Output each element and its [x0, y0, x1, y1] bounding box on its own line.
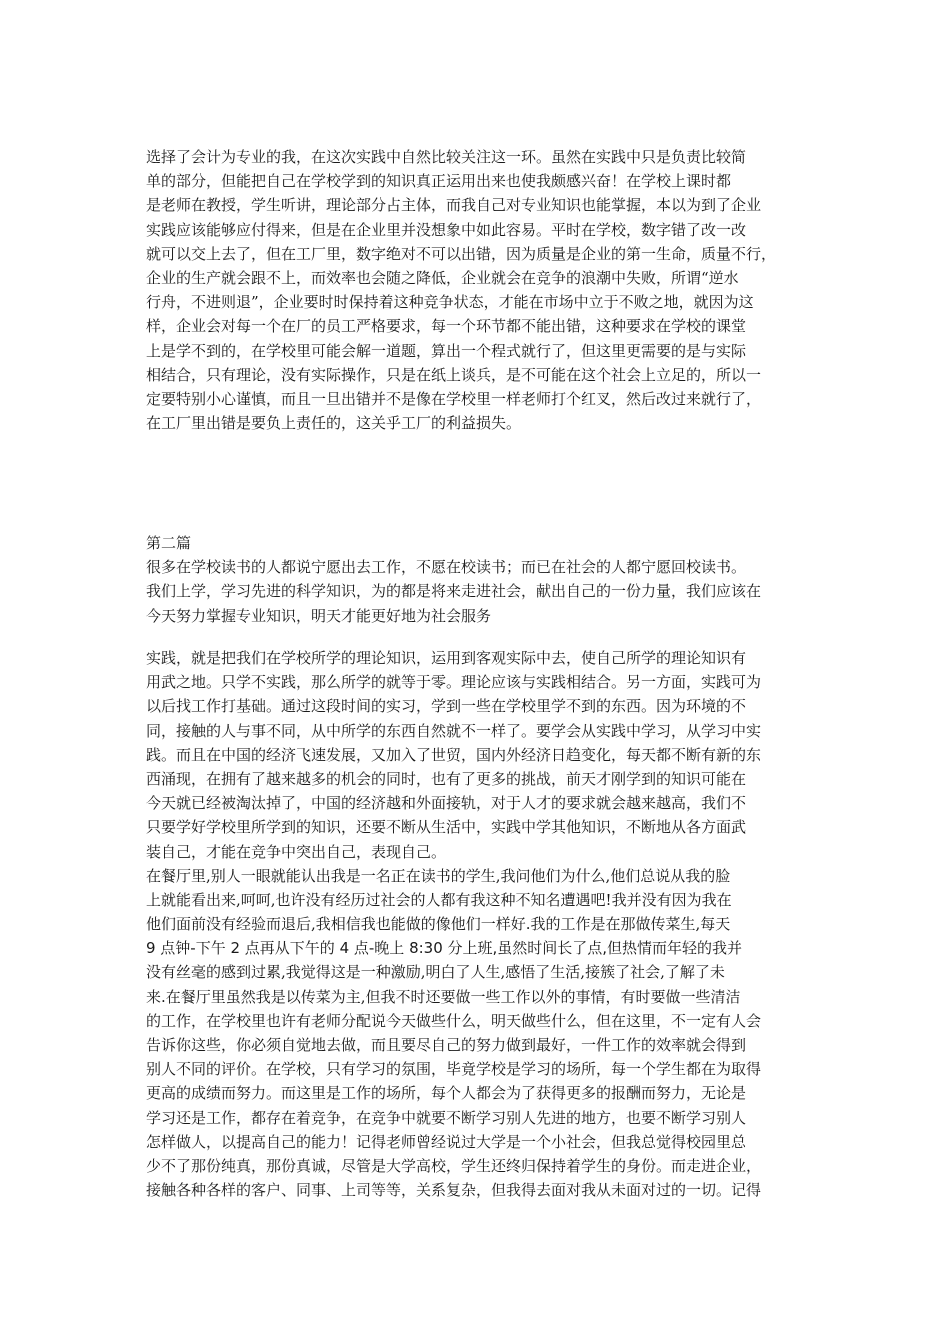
text-line: 没有丝毫的感到过累,我觉得这是一种激励,明白了人生,感悟了生活,接簇了社会,了解了未 — [146, 963, 725, 982]
text-line: 更高的成绩而努力。而这里是工作的场所，每个人都会为了获得更多的报酬而努力，无论是 — [146, 1084, 747, 1103]
text-line: 样，企业会对每一个在厂的员工严格要求，每一个环节都不能出错，这种要求在学校的课堂 — [146, 317, 747, 336]
text-line: 只要学好学校里所学到的知识，还要不断从生活中，实践中学其他知识，不断地从各方面武 — [146, 818, 747, 837]
text-line: 用武之地。只学不实践，那么所学的就等于零。理论应该与实践相结合。另一方面，实践可为 — [146, 673, 762, 692]
text-line: 别人不同的评价。在学校，只有学习的氛围，毕竟学校是学习的场所，每一个学生都在为取得 — [146, 1060, 762, 1079]
text-line: 上是学不到的，在学校里可能会解一道题，算出一个程式就行了，但这里更需要的是与实际 — [146, 341, 747, 360]
section-1-paragraph — [146, 145, 818, 435]
text-line: 怎样做人，以提高自己的能力！记得老师曾经说过大学是一个小社会，但我总觉得校园里总 — [146, 1132, 747, 1151]
text-line: 装自己，才能在竞争中突出自己，表现自己。 — [146, 842, 447, 861]
text-line: 实践，就是把我们在学校所学的理论知识，运用到客观实际中去，使自己所学的理论知识有 — [146, 649, 747, 667]
text-line: 学习还是工作，都存在着竞争，在竞争中就要不断学习别人先进的地方，也要不断学习别人 — [146, 1108, 747, 1127]
text-line: 企业的生产就会跟不上，而效率也会随之降低，企业就会在竞争的浪潮中失败，所谓“逆水 — [146, 268, 739, 287]
section-2-intro — [146, 531, 818, 628]
text-line: 行舟，不进则退”，企业要时时保持着这种竞争状态，才能在市场中立于不败之地，就因为这 — [146, 293, 754, 312]
text-line: 单的部分，但能把自己在学校学到的知识真正运用出来也使我颇感兴奋！在学校上课时都 — [146, 172, 732, 191]
text-line: 在工厂里出错是要负上责任的，这关乎工厂的利益损失。 — [146, 414, 522, 433]
text-line: 很多在学校读书的人都说宁愿出去工作，不愿在校读书；而已在社会的人都宁愿回校读书。 — [146, 558, 747, 577]
text-line: 是老师在教授，学生听讲，理论部分占主体，而我自己对专业知识也能掌握，本以为到了企业 — [146, 196, 762, 215]
text-line: 西涌现，在拥有了越来越多的机会的同时，也有了更多的挑战，前天才刚学到的知识可能在 — [146, 769, 747, 788]
text-line: 以后找工作打基础。通过这段时间的实习，学到一些在学校里学不到的东西。因为环境的不 — [146, 697, 747, 716]
text-line: 在餐厅里,别人一眼就能认出我是一名正在读书的学生,我问他们为什么,他们总说从我的脸 — [146, 866, 731, 885]
text-line: 9 点钟-下午 2 点再从下午的 4 点-晚上 8:30 分上班,虽然时间长了点,但热情而年轻的我并 — [146, 939, 743, 958]
text-line: 实践应该能够应付得来，但是在企业里并没想象中如此容易。平时在学校，数字错了改一改 — [146, 220, 747, 239]
text-line: 定要特别小心谨慎，而且一旦出错并不是像在学校里一样老师打个红叉，然后改过来就行了， — [146, 389, 762, 408]
text-line: 相结合，只有理论，没有实际操作，只是在纸上谈兵，是不可能在这个社会上立足的，所以一 — [146, 365, 762, 384]
text-line: 我们上学，学习先进的科学知识，为的都是将来走进社会，献出自己的一份力量，我们应该在 — [146, 582, 762, 601]
text-line: 的工作，在学校里也许有老师分配说今天做些什么，明天做些什么，但在这里，不一定有人会 — [146, 1011, 762, 1030]
section-2-body — [146, 646, 818, 1202]
text-line: 选择了会计为专业的我，在这次实践中自然比较关注这一环。虽然在实践中只是负责比较简 — [146, 148, 747, 166]
text-line: 践。而且在中国的经济飞速发展，又加入了世贸，国内外经济日趋变化，每天都不断有新的东 — [146, 745, 762, 764]
text-line: 少不了那份纯真，那份真诚，尽管是大学高校，学生还终归保持着学生的身份。而走进企业， — [146, 1156, 762, 1175]
text-line: 同，接触的人与事不同，从中所学的东西自然就不一样了。要学会从实践中学习，从学习中实 — [146, 721, 762, 740]
text-line: 他们面前没有经验而退后,我相信我也能做的像他们一样好.我的工作是在那做传菜生,每天 — [146, 915, 731, 934]
section-heading: 第二篇 — [146, 534, 192, 552]
text-line: 就可以交上去了，但在工厂里，数字绝对不可以出错，因为质量是企业的第一生命，质量不行， — [146, 244, 777, 263]
text-line: 告诉你这些，你必须自觉地去做，而且要尽自己的努力做到最好，一件工作的效率就会得到 — [146, 1036, 747, 1054]
text-line: 上就能看出来,呵呵,也许没有经历过社会的人都有我这种不知名遭遇吧!我并没有因为我在 — [146, 890, 732, 909]
text-line: 接触各种各样的客户、同事、上司等等，关系复杂，但我得去面对我从未面对过的一切。记得 — [146, 1181, 762, 1200]
text-line: 今天努力掌握专业知识，明天才能更好地为社会服务 — [146, 606, 492, 625]
text-line: 今天就已经被淘汰掉了，中国的经济越和外面接轨，对于人才的要求就会越来越高，我们不 — [146, 794, 747, 813]
text-line: 来.在餐厅里虽然我是以传菜为主,但我不时还要做一些工作以外的事情，有时要做一些清洁 — [146, 987, 741, 1006]
